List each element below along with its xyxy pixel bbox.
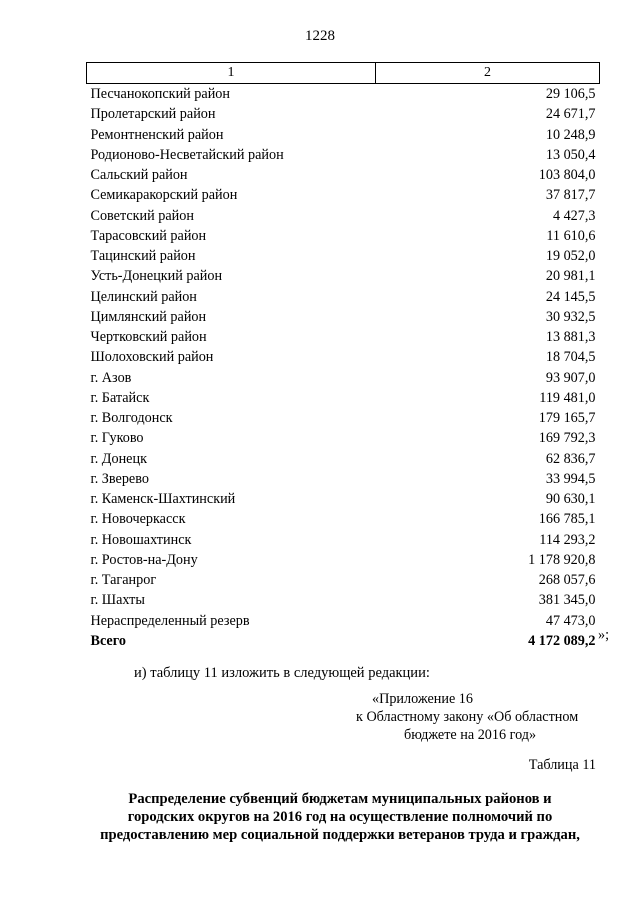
- appendix-line-3: бюджете на 2016 год»: [404, 727, 537, 743]
- table-row: [87, 287, 600, 307]
- table-total-row: [87, 631, 600, 651]
- row-value: 114 293,2: [539, 531, 596, 548]
- row-name: Шолоховский район: [90, 349, 214, 366]
- table-row: [87, 327, 600, 347]
- row-name: Ремонтненский район: [90, 126, 224, 143]
- table-row: [87, 307, 600, 327]
- total-label: Всего: [90, 632, 126, 649]
- table-row: [87, 388, 600, 408]
- budget-table: [86, 62, 600, 651]
- table-body: [87, 84, 600, 652]
- row-name: г. Азов: [90, 369, 132, 386]
- table-row: [87, 449, 600, 469]
- row-value: 10 248,9: [545, 126, 596, 143]
- heading-line-3: предоставлению мер социальной поддержки ветеранов труда и граждан,: [100, 827, 580, 843]
- row-name: Тарасовский район: [90, 227, 207, 244]
- table-row: [87, 145, 600, 165]
- row-name: Песчанокопский район: [90, 86, 230, 103]
- row-name: Чертковский район: [90, 329, 207, 346]
- instruction-text: и) таблицу 11 изложить в следующей редакции:: [134, 665, 430, 681]
- heading-line-2: городских округов на 2016 год на осуществление полномочий по: [127, 809, 553, 825]
- row-name: г. Новошахтинск: [90, 531, 192, 548]
- column-header-1: 1: [87, 63, 376, 84]
- row-name: Пролетарский район: [90, 106, 216, 123]
- row-value: 93 907,0: [545, 369, 596, 386]
- table-row: [87, 570, 600, 590]
- heading-line-1: Распределение субвенций бюджетам муниципальных районов и: [128, 791, 552, 807]
- row-value: 1 178 920,8: [528, 551, 596, 568]
- row-name: Сальский район: [90, 167, 188, 184]
- row-value: 37 817,7: [545, 187, 596, 204]
- row-value: 179 165,7: [538, 410, 596, 427]
- row-name: Нераспределенный резерв: [90, 612, 250, 629]
- page-number: 1228: [305, 28, 335, 44]
- row-value: 13 050,4: [545, 146, 596, 163]
- row-value: 119 481,0: [539, 389, 596, 406]
- row-value: 381 345,0: [538, 592, 596, 609]
- table-row: [87, 246, 600, 266]
- row-value: 24 145,5: [545, 288, 596, 305]
- row-value: 19 052,0: [545, 248, 596, 265]
- row-value: 47 473,0: [545, 612, 596, 629]
- table-header-row: [87, 63, 600, 84]
- table-row: [87, 226, 600, 246]
- row-value: 169 792,3: [538, 430, 596, 447]
- closing-mark: »;: [598, 627, 610, 643]
- row-name: г. Ростов-на-Дону: [90, 551, 198, 568]
- table-row: [87, 611, 600, 631]
- row-value: 33 994,5: [545, 470, 596, 487]
- row-value: 30 932,5: [545, 308, 596, 325]
- table-row: [87, 509, 600, 529]
- table-row: [87, 84, 600, 105]
- table-row: [87, 550, 600, 570]
- row-name: Тацинский район: [90, 248, 196, 265]
- table-row: [87, 185, 600, 205]
- row-value: 90 630,1: [545, 491, 596, 508]
- table-label: Таблица 11: [528, 757, 596, 773]
- row-name: Семикаракорский район: [90, 187, 238, 204]
- row-name: г. Каменск-Шахтинский: [90, 491, 236, 508]
- table-row: [87, 408, 600, 428]
- row-value: 13 881,3: [545, 329, 596, 346]
- table-row: [87, 368, 600, 388]
- table-row: [87, 469, 600, 489]
- row-name: Советский район: [90, 207, 194, 224]
- row-value: 29 106,5: [545, 86, 596, 103]
- row-name: Усть-Донецкий район: [90, 268, 223, 285]
- table-row: [87, 428, 600, 448]
- row-name: г. Шахты: [90, 592, 145, 609]
- table-row: [87, 530, 600, 550]
- row-name: г. Донецк: [90, 450, 147, 467]
- row-name: г. Таганрог: [90, 572, 157, 589]
- row-name: Целинский район: [90, 288, 197, 305]
- row-value: 268 057,6: [538, 572, 596, 589]
- appendix-line-1: «Приложение 16: [372, 691, 473, 707]
- row-value: 18 704,5: [545, 349, 596, 366]
- row-name: г. Новочеркасск: [90, 511, 186, 528]
- row-value: 166 785,1: [538, 511, 596, 528]
- row-value: 103 804,0: [538, 167, 596, 184]
- row-name: г. Волгодонск: [90, 410, 173, 427]
- table-row: [87, 104, 600, 124]
- row-value: 24 671,7: [545, 106, 596, 123]
- row-name: Родионово-Несветайский район: [90, 146, 284, 163]
- table-row: [87, 165, 600, 185]
- row-value: 20 981,1: [545, 268, 596, 285]
- total-value: 4 172 089,2: [528, 632, 596, 649]
- row-name: г. Зверево: [90, 470, 149, 487]
- row-name: г. Гуково: [90, 430, 144, 447]
- row-name: Цимлянский район: [90, 308, 207, 325]
- row-value: 11 610,6: [546, 227, 596, 244]
- table-row: [87, 266, 600, 286]
- table-row: [87, 347, 600, 367]
- appendix-reference: [340, 690, 630, 744]
- table-row: [87, 590, 600, 610]
- row-name: г. Батайск: [90, 389, 150, 406]
- section-heading: [60, 790, 620, 844]
- table-row: [87, 206, 600, 226]
- table-row: [87, 489, 600, 509]
- appendix-line-2: к Областному закону «Об областном: [356, 709, 579, 725]
- table-row: [87, 125, 600, 145]
- column-header-2: 2: [376, 63, 600, 84]
- row-value: 4 427,3: [552, 207, 596, 224]
- row-value: 62 836,7: [545, 450, 596, 467]
